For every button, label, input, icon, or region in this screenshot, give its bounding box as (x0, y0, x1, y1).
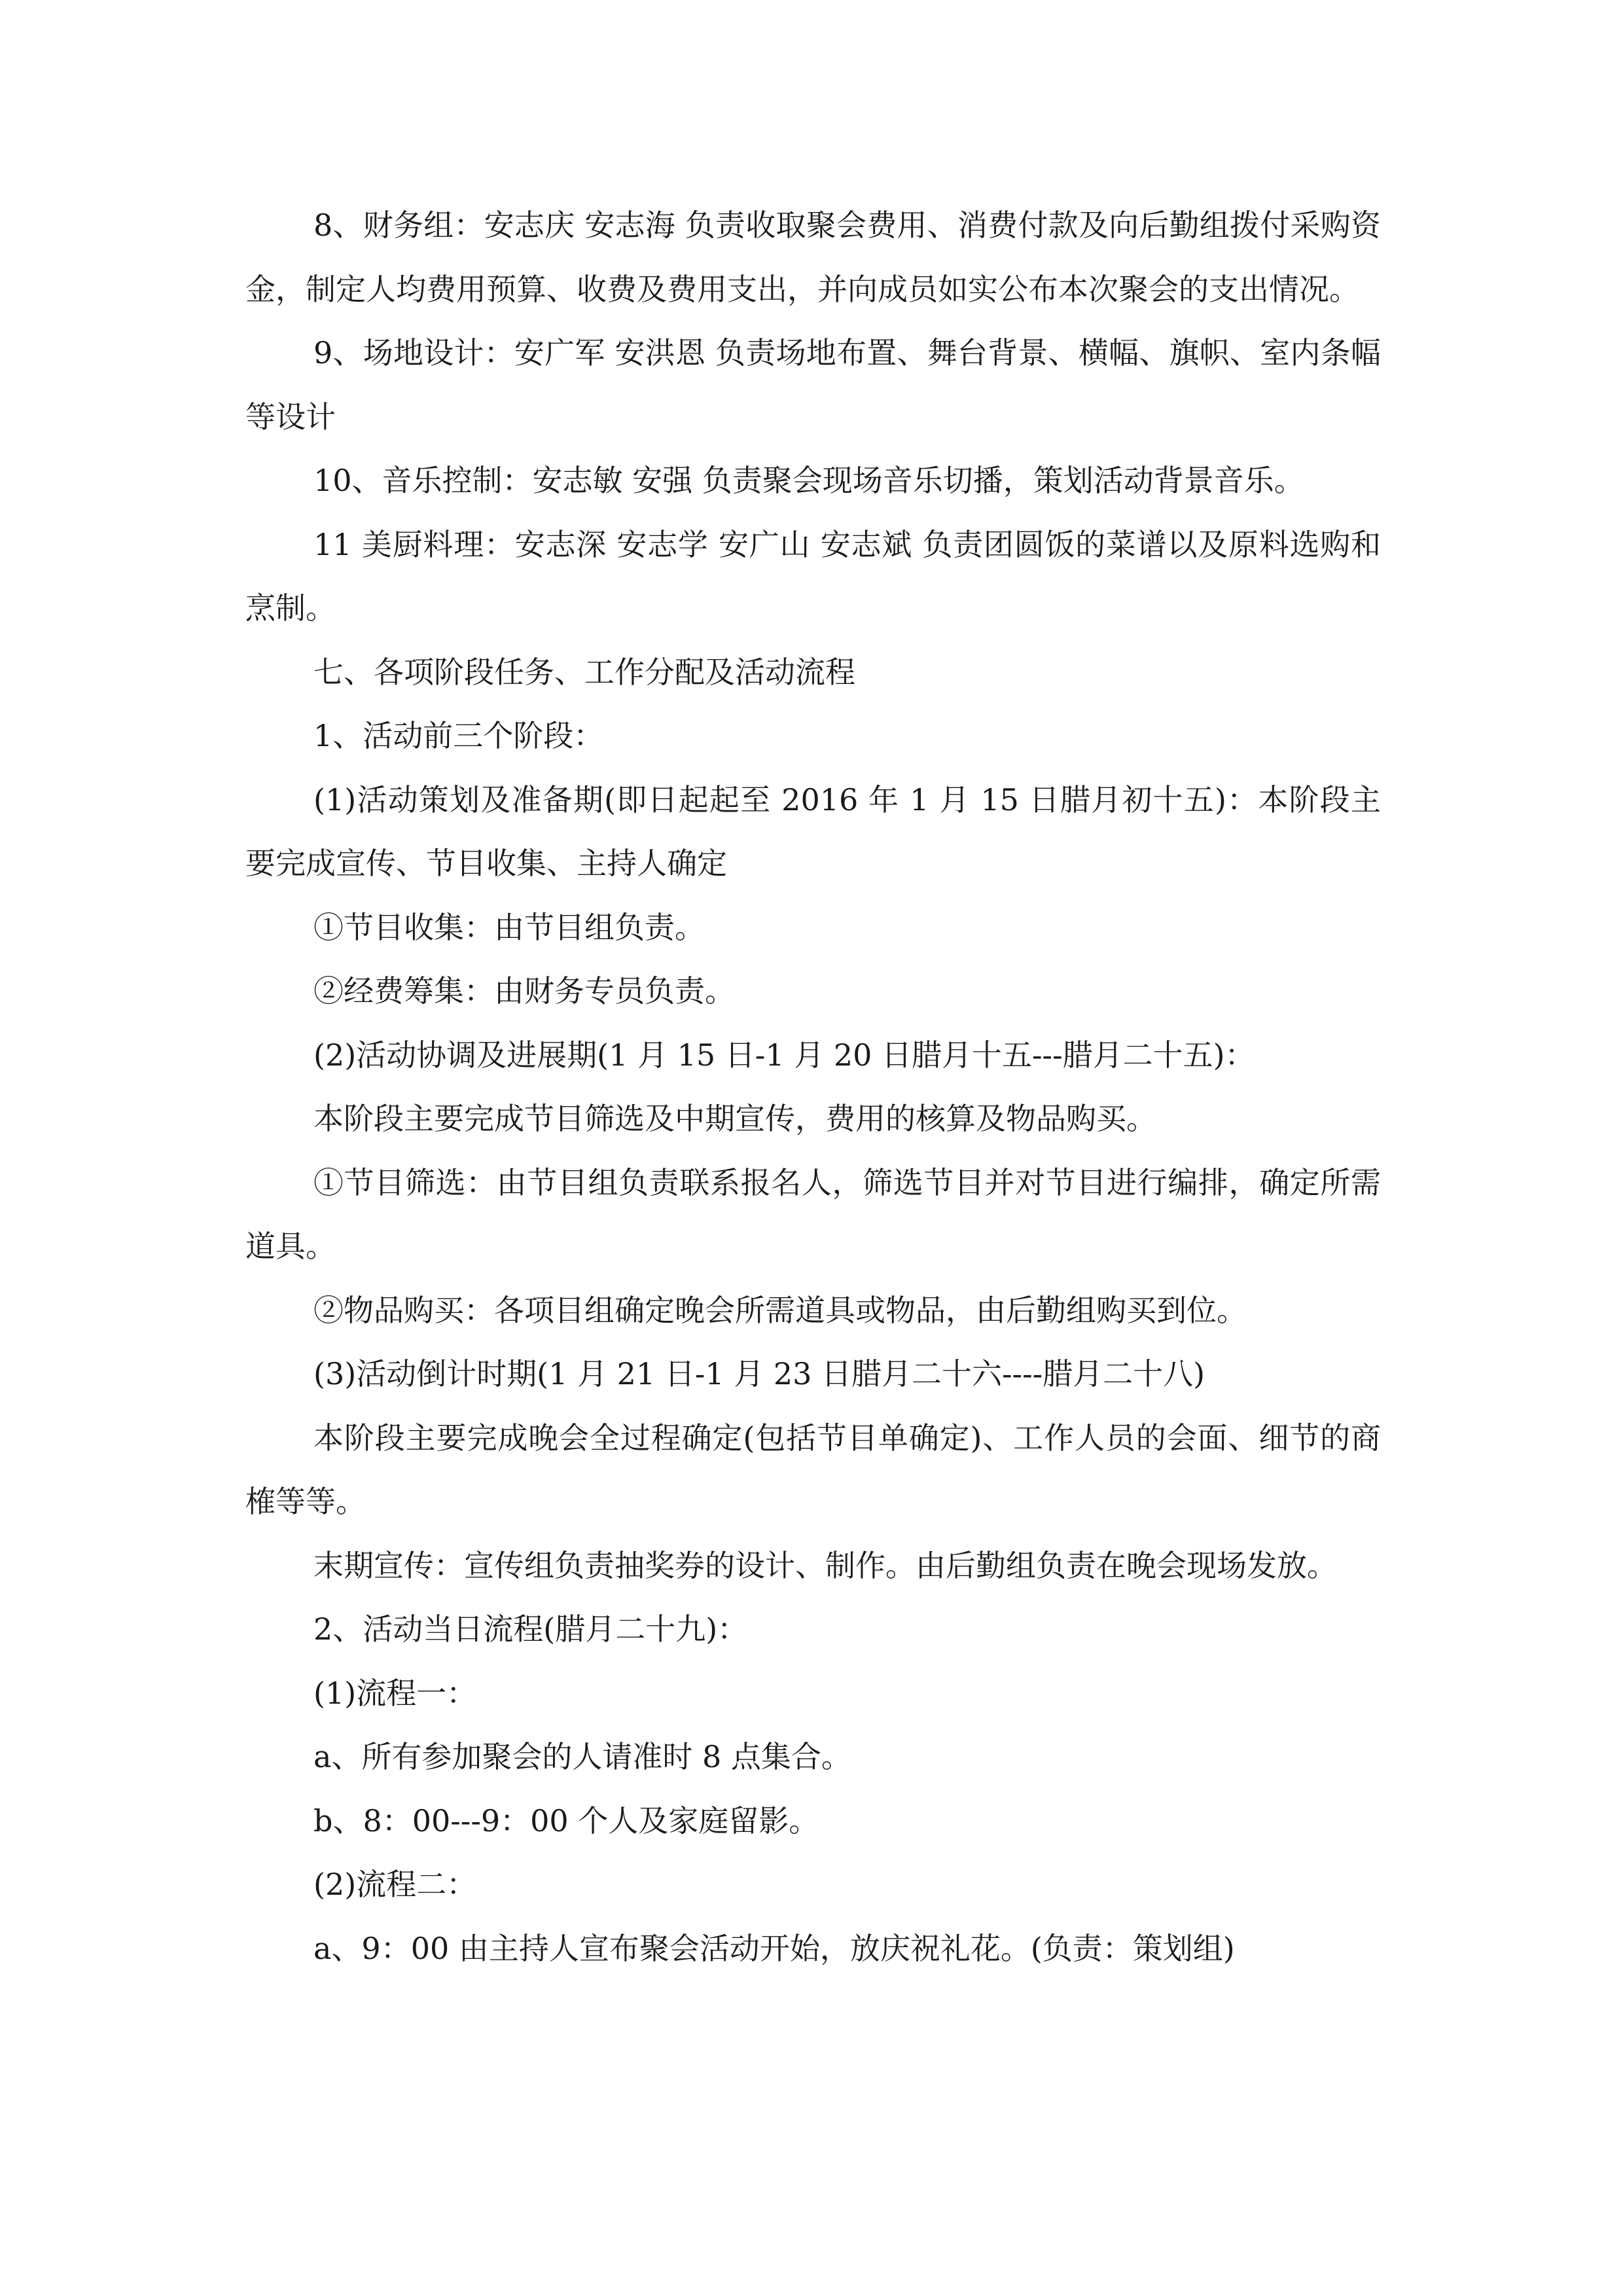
paragraph-flow-1: (1)流程一： (313, 1675, 477, 1711)
paragraph-final-promotion: 末期宣传：宣传组负责抽奖券的设计、制作。由后勤组负责在晚会现场发放。 (313, 1547, 1337, 1583)
paragraph-program-collection: ①节目收集：由节目组负责。 (313, 909, 705, 945)
paragraph-fund-raising: ②经费筹集：由财务专员负责。 (313, 973, 735, 1009)
paragraph-stage-3-tasks: 本阶段主要完成晚会全过程确定(包括节目单确定)、工作人员的会面、细节的商榷等等。 (245, 1420, 1381, 1519)
paragraph-venue-design: 9、场地设计：安广军 安洪恩 负责场地布置、舞台背景、横幅、旗帜、室内条幅等设计 (245, 335, 1381, 435)
paragraph-music-control: 10、音乐控制：安志敏 安强 负责聚会现场音乐切播，策划活动背景音乐。 (313, 463, 1304, 498)
paragraph-flow-1-b: b、8：00---9：00 个人及家庭留影。 (313, 1803, 819, 1839)
paragraph-stage-2-tasks: 本阶段主要完成节目筛选及中期宣传，费用的核算及物品购买。 (313, 1101, 1156, 1136)
paragraph-flow-1-a: a、所有参加聚会的人请准时 8 点集合。 (313, 1739, 851, 1774)
paragraph-stage-1: (1)活动策划及准备期(即日起起至 2016 年 1 月 15 日腊月初十五)：本阶段主要完成宣传、节目收集、主持人确定 (245, 781, 1381, 881)
paragraph-item-purchase: ②物品购买：各项目组确定晚会所需道具或物品，由后勤组购买到位。 (313, 1292, 1247, 1328)
paragraph-finance-group: 8、财务组：安志庆 安志海 负责收取聚会费用、消费付款及向后勤组拨付采购资金，制定人均费用预算、收费及费用支出，并向成员如实公布本次聚会的支出情况。 (245, 207, 1381, 307)
paragraph-event-day-flow: 2、活动当日流程(腊月二十九)： (313, 1611, 748, 1647)
section-heading-stages: 七、各项阶段任务、工作分配及活动流程 (313, 654, 855, 690)
paragraph-program-screening: ①节目筛选：由节目组负责联系报名人，筛选节目并对节目进行编排，确定所需道具。 (245, 1164, 1381, 1264)
paragraph-flow-2: (2)流程二： (313, 1867, 477, 1902)
document-body (245, 194, 1381, 1981)
paragraph-stage-3: (3)活动倒计时期(1 月 21 日-1 月 23 日腊月二十六----腊月二十八) (313, 1356, 1205, 1391)
paragraph-cooking: 11 美厨料理：安志深 安志学 安广山 安志斌 负责团圆饭的菜谱以及原料选购和烹制。 (245, 526, 1381, 626)
paragraph-flow-2-a: a、9：00 由主持人宣布聚会活动开始，放庆祝礼花。(负责：策划组) (313, 1930, 1235, 1966)
paragraph-stage-2: (2)活动协调及进展期(1 月 15 日-1 月 20 日腊月十五---腊月二十五)： (313, 1037, 1255, 1073)
paragraph-pre-event-stages: 1、活动前三个阶段： (313, 718, 604, 753)
